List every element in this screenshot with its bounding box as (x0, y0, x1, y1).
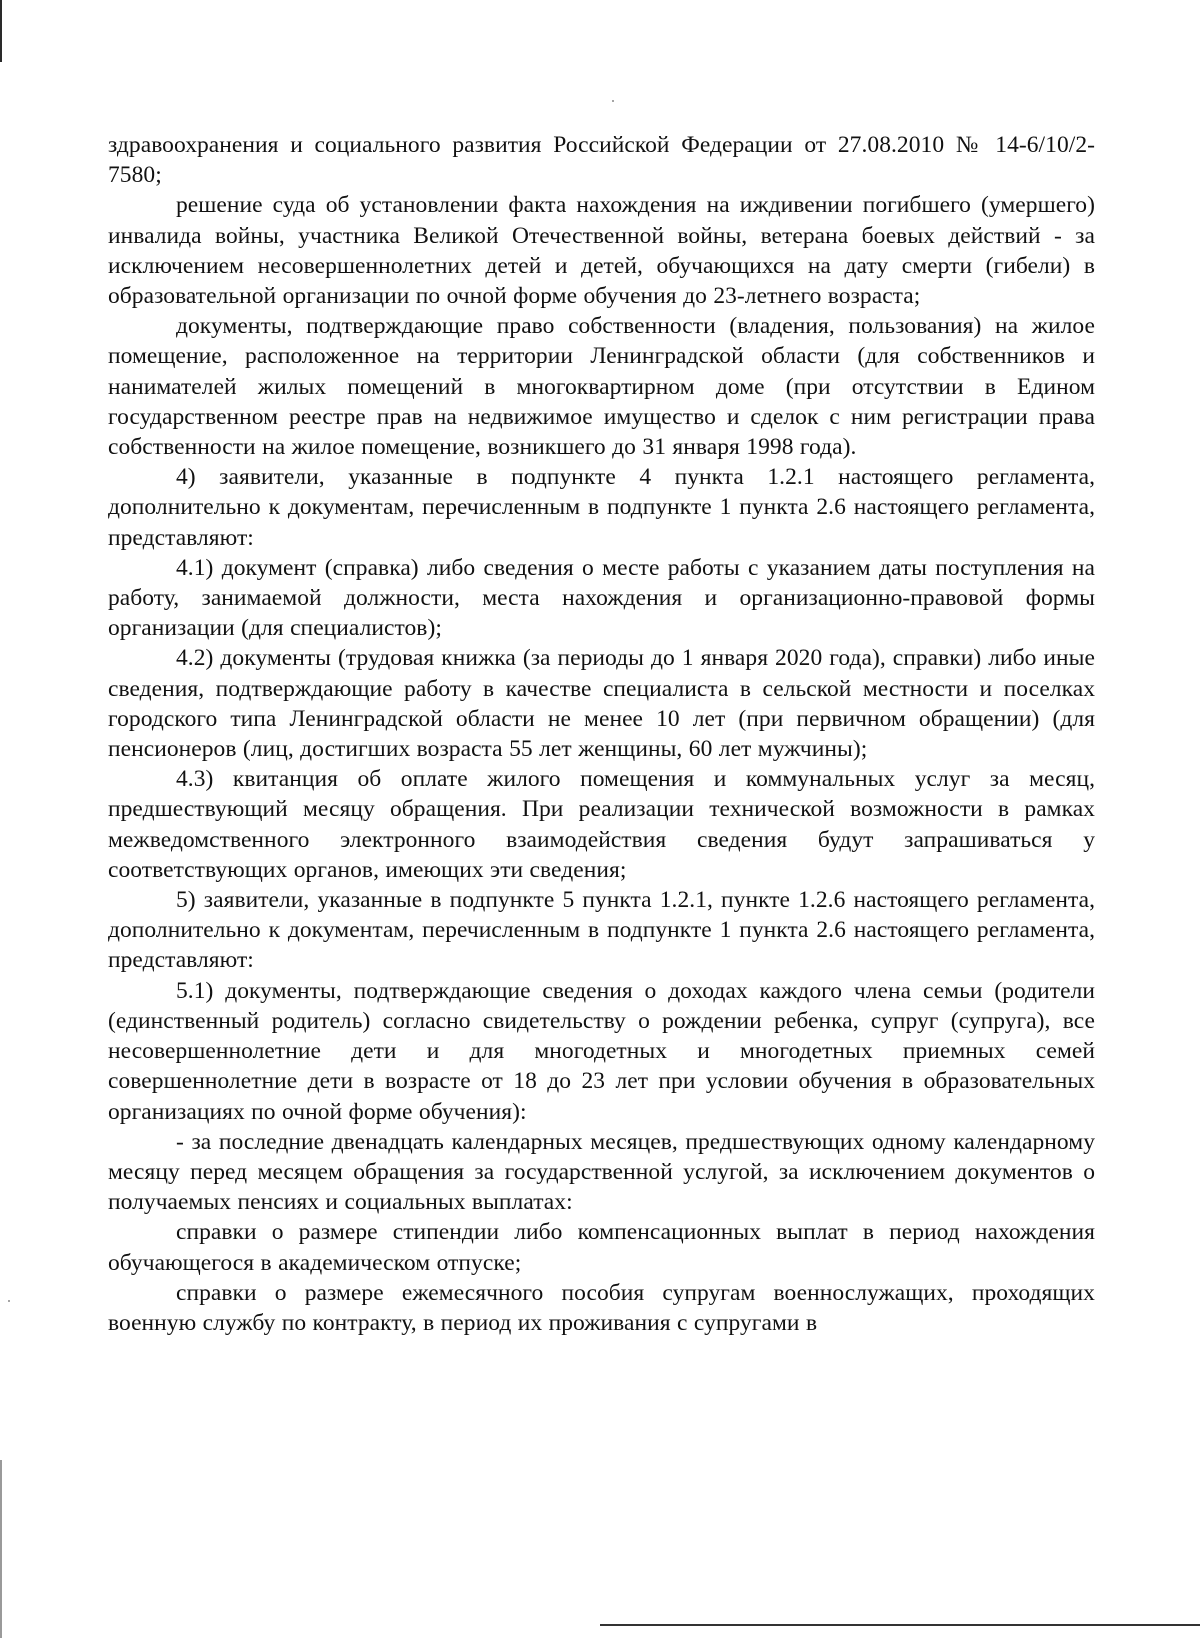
paragraph: 4.3) квитанция об оплате жилого помещения и коммунальных услуг за месяц, предшествующий месяцу обращения. При реализации технической возможности в рамках межведомственного электронного взаимодействия сведения будут запрашиваться у соответствующих органов, имеющих эти сведения; (108, 766, 1095, 883)
paragraph: 4) заявители, указанные в подпункте 4 пункта 1.2.1 настоящего регламента, дополнительно к документам, перечисленным в подпункте 1 пункта 2.6 настоящего регламента, представляют: (108, 464, 1095, 551)
paragraph: документы, подтверждающие право собственности (владения, пользования) на жилое помещение, расположенное на территории Ленинградской области (для собственников и нанимателей жилых помещений в многоквартирном доме (при отсутствии в Едином государственном реестре прав на недвижимое имущество и сделок с ним регистрации права собственности на жилое помещение, возникшего до 31 января 1998 года). (108, 313, 1095, 461)
paragraph: 5) заявители, указанные в подпункте 5 пункта 1.2.1, пункте 1.2.6 настоящего регламента, дополнительно к документам, перечисленным в подпункте 1 пункта 2.6 настоящего регламента, представляют: (108, 887, 1095, 974)
paragraph: решение суда об установлении факта нахождения на иждивении погибшего (умершего) инвалида войны, участника Великой Отечественной войны, ветерана боевых действий - за исключением несовершеннолетних детей и детей, обучающихся на дату смерти (гибели) в образовательной организации по очной форме обучения до 23-летнего возраста; (108, 192, 1095, 310)
paragraph: - за последние двенадцать календарных месяцев, предшествующих одному календарному месяцу перед месяцем обращения за государственной услугой, за исключением документов о получаемых пенсиях и социальных выплатах: (108, 1128, 1095, 1216)
paragraph: справки о размере стипендии либо компенсационных выплат в период нахождения обучающегося в академическом отпуске; (108, 1219, 1095, 1276)
scan-edge-mark (0, 0, 2, 62)
paragraph: здравоохранения и социального развития Российской Федерации от 27.08.2010 № 14-6/10/2-7580; (108, 132, 1095, 189)
scan-speck (8, 1300, 10, 1302)
scan-edge-mark (600, 1624, 1200, 1626)
scan-edge-mark (0, 1460, 2, 1638)
paragraph: 4.2) документы (трудовая книжка (за периоды до 1 января 2020 года), справки) либо иные сведения, подтверждающие работу в качестве специалиста в сельской местности и поселках городского типа Ленинградской области не менее 10 лет (при первичном обращении) (для пенсионеров (лиц, достигших возраста 55 лет женщины, 60 лет мужчины); (108, 645, 1095, 763)
document-body (108, 130, 1095, 1338)
paragraph: 4.1) документ (справка) либо сведения о месте работы с указанием даты поступления на работу, занимаемой должности, места нахождения и организационно-правовой формы организации (для специалистов); (108, 554, 1095, 642)
paragraph: справки о размере ежемесячного пособия супругам военнослужащих, проходящих военную службу по контракту, в период их проживания с супругами в (108, 1279, 1095, 1336)
paragraph: 5.1) документы, подтверждающие сведения о доходах каждого члена семьи (родители (единственный родитель) согласно свидетельству о рождении ребенка, супруг (супруга), все несовершеннолетние дети и для многодетных и многодетных приемных семей совершеннолетние дети в возрасте от 18 до 23 лет при условии обучения в образовательных организациях по очной форме обучения): (108, 977, 1095, 1125)
scan-speck (612, 100, 614, 102)
